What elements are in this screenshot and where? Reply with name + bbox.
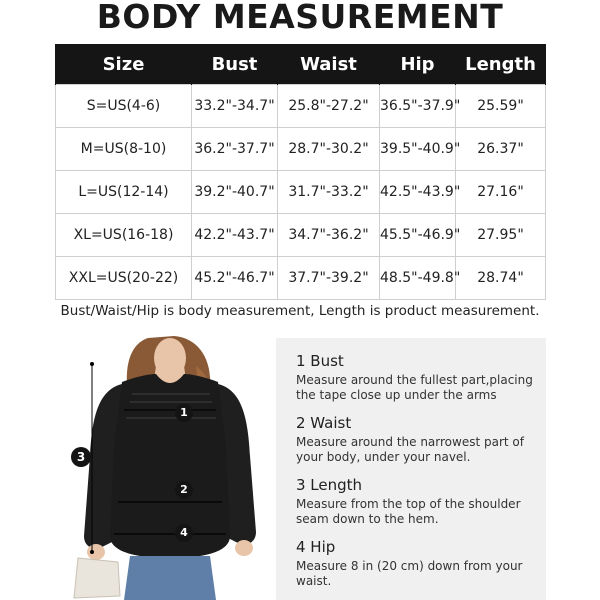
instruction-heading: 3 Length [296, 476, 363, 494]
instruction-length [296, 476, 544, 527]
waist-cell: 28.7"-30.2" [278, 128, 380, 171]
measurement-note: Bust/Waist/Hip is body measurement, Length is product measurement. [60, 303, 540, 319]
table-row [56, 85, 546, 128]
length-marker: 3 [71, 447, 91, 467]
waist-cell: 25.8"-27.2" [278, 85, 380, 128]
table-row [56, 214, 546, 257]
column-header-bust: Bust [192, 44, 278, 85]
instruction-bust [296, 352, 544, 403]
instruction-text: Measure from the top of the shoulder seam down to the hem. [296, 497, 521, 526]
hip-cell: 45.5"-46.9" [380, 214, 456, 257]
size-cell: L=US(12-14) [56, 171, 192, 214]
product-photo [70, 336, 270, 600]
page-title: BODY MEASUREMENT [96, 0, 504, 36]
instruction-heading: 2 Waist [296, 414, 352, 432]
table-row [56, 257, 546, 300]
size-cell: S=US(4-6) [56, 85, 192, 128]
size-cell: XL=US(16-18) [56, 214, 192, 257]
column-header-hip: Hip [380, 44, 456, 85]
table-row [56, 171, 546, 214]
bust-marker: 1 [175, 404, 193, 422]
size-cell: XXL=US(20-22) [56, 257, 192, 300]
instruction-waist [296, 414, 544, 465]
waist-cell: 31.7"-33.2" [278, 171, 380, 214]
instruction-text: Measure around the fullest part,placing the tape close up under the arms [296, 373, 533, 402]
column-header-size: Size [56, 44, 192, 85]
instruction-hip [296, 538, 544, 589]
instruction-heading: 1 Bust [296, 352, 344, 370]
length-cell: 28.74" [456, 257, 546, 300]
length-cell: 26.37" [456, 128, 546, 171]
bust-cell: 36.2"-37.7" [192, 128, 278, 171]
bust-cell: 42.2"-43.7" [192, 214, 278, 257]
measurement-instructions-panel [276, 338, 546, 600]
hip-cell: 48.5"-49.8" [380, 257, 456, 300]
size-chart-table [55, 44, 546, 300]
model-garment-illustration [70, 336, 270, 600]
hip-cell: 42.5"-43.9" [380, 171, 456, 214]
table-row [56, 128, 546, 171]
length-cell: 27.95" [456, 214, 546, 257]
hip-marker: 4 [175, 524, 193, 542]
column-header-waist: Waist [278, 44, 380, 85]
length-cell: 27.16" [456, 171, 546, 214]
bust-cell: 45.2"-46.7" [192, 257, 278, 300]
instruction-text: Measure 8 in (20 cm) down from your waist. [296, 559, 523, 588]
waist-cell: 37.7"-39.2" [278, 257, 380, 300]
bust-cell: 39.2"-40.7" [192, 171, 278, 214]
bust-cell: 33.2"-34.7" [192, 85, 278, 128]
hip-cell: 36.5"-37.9" [380, 85, 456, 128]
instruction-text: Measure around the narrowest part of your body, under your navel. [296, 435, 524, 464]
hip-cell: 39.5"-40.9" [380, 128, 456, 171]
instruction-heading: 4 Hip [296, 538, 336, 556]
waist-marker: 2 [175, 481, 193, 499]
size-cell: M=US(8-10) [56, 128, 192, 171]
waist-cell: 34.7"-36.2" [278, 214, 380, 257]
length-cell: 25.59" [456, 85, 546, 128]
column-header-length: Length [456, 44, 546, 85]
table-header-row [56, 44, 546, 85]
